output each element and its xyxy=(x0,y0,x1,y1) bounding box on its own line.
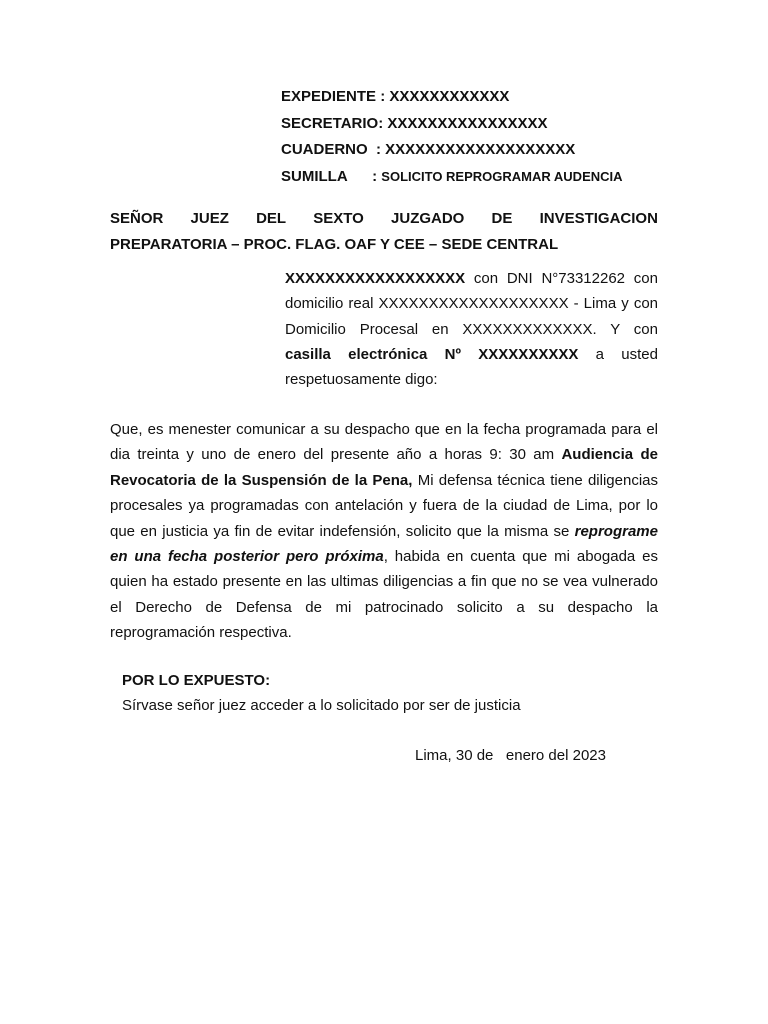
addressee xyxy=(110,206,658,258)
request-paragraph xyxy=(110,417,658,646)
casilla-electronica: casilla electrónica Nº XXXXXXXXXX xyxy=(285,345,579,363)
expediente-line: EXPEDIENTE : XXXXXXXXXXXX xyxy=(281,88,510,105)
sumilla-line xyxy=(281,164,681,191)
sumilla-label: SUMILLA xyxy=(281,167,348,185)
addressee-line-2: PREPARATORIA – PROC. FLAG. OAF Y CEE – SEDE CENTRAL xyxy=(110,236,559,253)
sumilla-separator: : xyxy=(347,167,382,185)
addressee-word: SEÑOR xyxy=(110,210,164,227)
party-text-1: con DNI N°73312262 con domicilio real XXXXXXXXXXXXXXXXXXX - Lima y con Domicilio Procesal en XXXXXXXXXXXXX. Y con xyxy=(285,270,658,338)
sumilla-value: SOLICITO REPROGRAMAR AUDENCIA xyxy=(381,168,623,184)
request-text-3: , habida en cuenta que mi abogada es quien ha estado presente en las ultimas diligencias a fin que no se vea vulnerado el Derecho de Defensa de mi patrocinado solicito a su despacho la reprogramación respectiva. xyxy=(110,548,658,642)
reprogramar-emphasis: reprograme en una fecha posterior pero próxima xyxy=(110,522,658,566)
addressee-word: JUEZ xyxy=(190,210,229,227)
request-text-2: Mi defensa técnica tiene diligencias procesales ya programadas con antelación y fuera de la ciudad de Lima, por lo que en justicia ya fin de evitar indefensión, solicito que la misma se xyxy=(110,471,659,540)
party-text-2: a usted respetuosamente digo: xyxy=(285,345,658,389)
sirvase-text: Sírvase señor juez acceder a lo solicitado por ser de justicia xyxy=(122,697,521,714)
secretario-line: SECRETARIO: XXXXXXXXXXXXXXXX xyxy=(281,114,548,132)
addressee-line-1 xyxy=(110,206,658,232)
addressee-word: JUZGADO xyxy=(391,210,465,227)
party-name: XXXXXXXXXXXXXXXXXX xyxy=(285,270,466,287)
request-text-1: Que, es menester comunicar a su despacho que en la fecha programada para el dia treinta y uno de enero del presente año a horas 9: 30 am xyxy=(110,421,658,464)
cuaderno-line: CUADERNO : XXXXXXXXXXXXXXXXXXX xyxy=(281,141,576,158)
party-paragraph xyxy=(285,266,658,392)
addressee-word: DE xyxy=(491,210,513,227)
por-lo-expuesto-heading: POR LO EXPUESTO: xyxy=(122,672,271,689)
addressee-word: DEL xyxy=(256,210,287,227)
audiencia-title: Audiencia de Revocatoria de la Suspensión de la Pena, xyxy=(110,446,658,489)
place-date: Lima, 30 de enero del 2023 xyxy=(415,747,606,764)
case-header xyxy=(281,84,681,190)
addressee-word: INVESTIGACION xyxy=(539,210,658,227)
addressee-word: SEXTO xyxy=(313,210,364,227)
